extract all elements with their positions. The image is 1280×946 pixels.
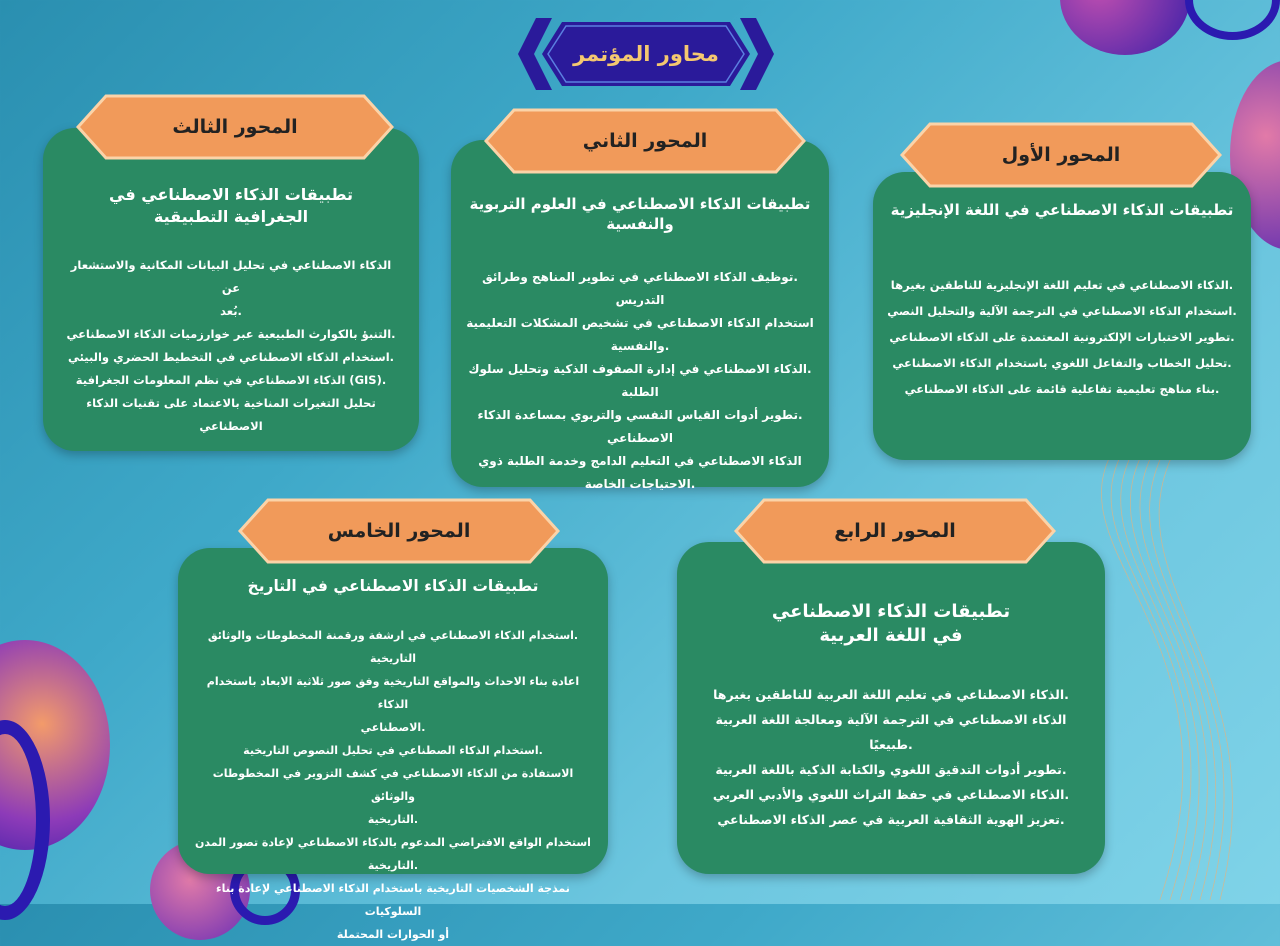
axis-card-1 <box>873 172 1251 460</box>
list-item: الذكاء الاصطناعي في الترجمة الآلية ومعالجة اللغة العربية <box>715 712 1067 727</box>
list-item: .الاصطناعي <box>360 721 426 734</box>
page-title: محاور المؤتمر <box>573 42 719 66</box>
conference-title-banner <box>518 18 774 90</box>
list-item: استخدام الذكاء الاصطناعي في تشخيص المشكلات التعليمية <box>466 316 814 330</box>
list-item: .الذكاء الاصطناعي في إدارة الصفوف الذكية وتحليل سلوك الطلبة <box>468 362 812 399</box>
list-item: استخدام الواقع الافتراضي المدعوم بالذكاء الاصطناعي لإعادة تصور المدن <box>195 836 591 849</box>
list-item: أو الحوارات المحتملة <box>336 928 450 941</box>
axis-1-subtitle: تطبيقات الذكاء الاصطناعي في اللغة الإنجليزية <box>890 201 1234 219</box>
axis-4-tab <box>734 498 1056 564</box>
axis-2-list <box>465 266 815 496</box>
list-item: .التنبؤ بالكوارث الطبيعية عبر خوارزميات الذكاء الاصطناعي <box>66 327 396 341</box>
axis-2-tab <box>484 108 806 174</box>
list-item: .تطوير أدوات القياس النفسي والتربوي بمساعدة الذكاء الاصطناعي <box>477 408 803 445</box>
axis-card-5 <box>178 548 608 941</box>
list-item: .والنفسية <box>610 339 670 353</box>
axis-1-list <box>887 272 1237 402</box>
axis-5-subtitle: تطبيقات الذكاء الاصطناعي في التاريخ <box>247 577 539 595</box>
axis-1-tab <box>900 122 1222 188</box>
decor-circle-top-right-ring <box>1185 0 1280 40</box>
list-item: .الذكاء الاصطناعي في تعليم اللغة الإنجليزية للناطقين بغيرها <box>890 278 1234 292</box>
list-item: .استخدام الذكاء الاصطناعي في الترجمة الآلية والتحليل النصي <box>887 304 1237 318</box>
list-item: .بُعد <box>220 304 242 318</box>
axis-4-title: المحور الرابع <box>834 520 956 542</box>
list-item: .استخدام الذكاء الاصطناعي في التخطيط الحضري والبيئي <box>67 350 395 364</box>
list-item: .استخدام الذكاء الاصطناعي في ارشفة ورقمنة المخطوطات والوثائق التاريخية <box>207 629 579 665</box>
list-item: .الذكاء الاصطناعي في حفظ التراث اللغوي والأدبي العربي <box>712 787 1070 802</box>
list-item: الاستفادة من الذكاء الاصطناعي في كشف التزوير في المخطوطات والوثائق <box>212 767 574 803</box>
axis-card-2 <box>451 140 829 491</box>
list-item: .تحليل الخطاب والتفاعل اللغوي باستخدام الذكاء الاصطناعي <box>892 356 1232 370</box>
decor-circle-top-right <box>1060 0 1190 55</box>
list-item: .(GIS) الذكاء الاصطناعي في نظم المعلومات الجغرافية <box>75 373 387 387</box>
list-item: نمذجة الشخصيات التاريخية باستخدام الذكاء الاصطناعي لإعادة بناء السلوكيات <box>216 882 570 918</box>
axis-3-subtitle: تطبيقات الذكاء الاصطناعي في الجغرافية التطبيقية <box>109 185 353 226</box>
list-item: اعادة بناء الاحداث والمواقع التاريخية وفق صور ثلاثية الابعاد باستخدام الذكاء <box>206 675 580 711</box>
axis-card-4 <box>677 542 1105 874</box>
axis-5-list <box>190 624 596 946</box>
list-item: الذكاء الاصطناعي في تحليل البيانات المكانية والاستشعار عن <box>70 258 392 295</box>
axis-4-subtitle: تطبيقات الذكاء الاصطناعي في اللغة العربية <box>771 601 1011 647</box>
list-item: تحليل التغيرات المناخية بالاعتماد على تقنيات الذكاء الاصطناعي <box>86 396 376 433</box>
axis-2-subtitle: تطبيقات الذكاء الاصطناعي في العلوم التربوية والنفسية <box>469 195 811 234</box>
list-item: .استخدام الذكاء الصطناعي في تحليل النصوص التاريخية <box>243 744 543 757</box>
list-item: الذكاء الاصطناعي في التعليم الدامج وخدمة الطلبة ذوي <box>478 454 802 468</box>
list-item: .تعزيز الهوية الثقافية العربية في عصر الذكاء الاصطناعي <box>717 812 1065 827</box>
list-item: .توظيف الذكاء الاصطناعي في تطوير المناهج وطرائق التدريس <box>482 270 798 307</box>
axis-1-title: المحور الأول <box>1001 144 1121 166</box>
list-item: .الذكاء الاصطناعي في تعليم اللغة العربية للناطقين بغيرها <box>713 687 1069 702</box>
axis-3-list <box>61 254 401 438</box>
list-item: .التاريخية <box>367 813 419 826</box>
axis-2-title: المحور الثاني <box>582 130 708 152</box>
axis-3-tab <box>76 94 394 160</box>
list-item: .بناء مناهج تعليمية تفاعلية قائمة على الذكاء الاصطناعي <box>904 382 1220 396</box>
list-item: .التاريخية <box>367 859 419 872</box>
list-item: .الاحتياجات الخاصة <box>584 477 696 491</box>
axis-card-3 <box>43 128 419 451</box>
axis-5-title: المحور الخامس <box>327 520 471 542</box>
axis-4-list <box>693 682 1089 832</box>
list-item: .طبيعيًا <box>869 737 913 752</box>
axis-3-title: المحور الثالث <box>172 116 298 138</box>
axis-5-tab <box>238 498 560 564</box>
list-item: .تطوير أدوات التدقيق اللغوي والكتابة الذكية باللغة العربية <box>715 762 1067 777</box>
list-item: .تطوير الاختبارات الإلكترونية المعتمدة على الذكاء الاصطناعي <box>889 330 1235 344</box>
